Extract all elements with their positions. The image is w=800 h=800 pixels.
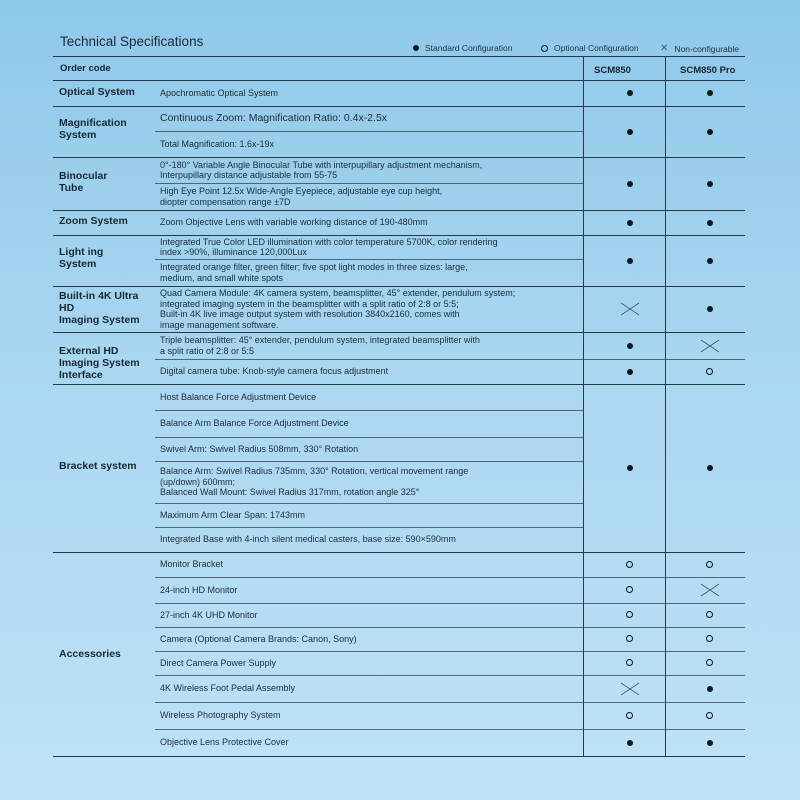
filled-dot-icon xyxy=(624,340,636,352)
section-rule xyxy=(53,384,745,385)
filled-dot-icon xyxy=(624,366,636,378)
spec-description: Direct Camera Power Supply xyxy=(160,657,277,668)
column-divider xyxy=(665,56,666,756)
filled-dot-icon xyxy=(624,87,636,99)
row-divider xyxy=(155,183,583,184)
hollow-circle-icon xyxy=(624,657,636,669)
spec-description: Balance Arm: Swivel Radius 735mm, 330° Rotation, vertical movement range (up/down) 600mm; Balanced Wall Mount: Swivel Radius 317mm, rotation angle 325° xyxy=(160,466,469,498)
spec-description: Zoom Objective Lens with variable working distance of 190-480mm xyxy=(160,217,428,228)
cross-icon xyxy=(624,683,636,695)
hollow-circle-icon xyxy=(704,657,716,669)
section-rule xyxy=(53,286,745,287)
row-divider xyxy=(583,729,745,730)
spec-description: Swivel Arm: Swivel Radius 508mm, 330° Rotation xyxy=(160,443,359,454)
spec-description: 27-inch 4K UHD Monitor xyxy=(160,609,258,620)
category-label: Binocular Tube xyxy=(59,170,108,194)
cross-icon xyxy=(704,340,716,352)
category-label: Built-in 4K Ultra HD Imaging System xyxy=(59,290,140,326)
spec-description: Digital camera tube: Knob-style camera focus adjustment xyxy=(160,366,389,377)
spec-description: Continuous Zoom: Magnification Ratio: 0.4x-2.5x xyxy=(160,111,388,124)
hollow-circle-icon xyxy=(704,559,716,571)
row-divider xyxy=(155,503,583,504)
row-divider xyxy=(155,603,583,604)
row-divider xyxy=(155,131,583,132)
row-divider xyxy=(583,359,745,360)
filled-dot-icon xyxy=(704,178,716,190)
row-divider xyxy=(583,702,745,703)
spec-description: Triple beamsplitter: 45° extender, pendulum system, integrated beamsplitter with a split ratio of 2:8 or 5:5 xyxy=(160,335,480,356)
legend-standard: Standard Configuration xyxy=(413,43,512,53)
hollow-circle-icon xyxy=(624,559,636,571)
order-code-label: Order code xyxy=(60,63,111,74)
category-label: Magnification System xyxy=(59,117,127,141)
spec-description: Balance Arm Balance Force Adjustment Device xyxy=(160,418,349,429)
category-label: Optical System xyxy=(59,86,135,98)
category-label: External HD Imaging System Interface xyxy=(59,345,140,381)
hollow-circle-icon xyxy=(704,366,716,378)
row-divider xyxy=(583,627,745,628)
spec-description: Host Balance Force Adjustment Device xyxy=(160,391,317,402)
spec-description: Integrated True Color LED illumination with color temperature 5700K, color rendering index >90%, illuminance 120,000Lux xyxy=(160,236,498,257)
top-rule xyxy=(53,56,745,57)
row-divider xyxy=(155,259,583,260)
row-divider xyxy=(155,410,583,411)
spec-description: Quad Camera Module: 4K camera system, beamsplitter, 45° extender, pendulum system; integrated imaging system in the beamsplitter with a split ratio of 2:8 or 5:5; Built-in 4K live image output system with resolution 3840x2160, comes with image management software. xyxy=(160,288,516,330)
section-rule xyxy=(53,106,745,107)
spec-description: Maximum Arm Clear Span: 1743mm xyxy=(160,509,306,520)
cross-icon: ✕ xyxy=(660,43,669,54)
spec-description: Objective Lens Protective Cover xyxy=(160,737,289,748)
category-label: Bracket system xyxy=(59,460,137,472)
hollow-circle-icon xyxy=(704,710,716,722)
hollow-circle-icon xyxy=(624,584,636,596)
section-rule xyxy=(53,756,745,757)
filled-dot-icon xyxy=(624,217,636,229)
section-rule xyxy=(53,210,745,211)
filled-dot-icon xyxy=(704,683,716,695)
cross-icon xyxy=(704,584,716,596)
spec-description: Wireless Photography System xyxy=(160,710,281,721)
row-divider xyxy=(155,359,583,360)
row-divider xyxy=(155,651,583,652)
page-title: Technical Specifications xyxy=(60,34,204,49)
filled-dot-icon xyxy=(624,737,636,749)
spec-description: Apochromatic Optical System xyxy=(160,87,279,98)
hollow-circle-icon xyxy=(704,633,716,645)
row-divider xyxy=(155,702,583,703)
spec-description: Integrated Base with 4-inch silent medical casters, base size: 590×590mm xyxy=(160,534,456,545)
row-divider xyxy=(155,675,583,676)
row-divider xyxy=(583,577,745,578)
row-divider xyxy=(155,729,583,730)
column-divider xyxy=(583,56,584,756)
filled-dot-icon xyxy=(704,217,716,229)
category-label: Zoom System xyxy=(59,215,128,227)
section-rule xyxy=(53,552,745,553)
hollow-circle-icon xyxy=(704,609,716,621)
legend-optional: Optional Configuration xyxy=(541,43,639,53)
hollow-circle-icon xyxy=(624,710,636,722)
spec-description: 24-inch HD Monitor xyxy=(160,584,238,595)
filled-dot-icon xyxy=(624,255,636,267)
spec-description: Camera (Optional Camera Brands: Canon, Sony) xyxy=(160,633,357,644)
row-divider xyxy=(155,527,583,528)
legend-nonconfig: ✕ Non-configurable xyxy=(660,43,740,54)
filled-dot-icon xyxy=(704,303,716,315)
row-divider xyxy=(583,603,745,604)
spec-description: 4K Wireless Foot Pedal Assembly xyxy=(160,683,296,694)
row-divider xyxy=(583,675,745,676)
filled-dot-icon xyxy=(704,462,716,474)
spec-description: Monitor Bracket xyxy=(160,559,224,570)
hollow-circle-icon xyxy=(624,633,636,645)
filled-dot-icon xyxy=(704,255,716,267)
category-label: Light ing System xyxy=(59,246,104,270)
hollow-circle-icon xyxy=(624,609,636,621)
spec-description: Integrated orange filter, green filter; five spot light modes in three sizes: large, medium, and small white spots xyxy=(160,262,468,283)
spec-description: 0°-180° Variable Angle Binocular Tube with interpupillary adjustment mechanism, Interpupillary distance adjustable from 55-75 xyxy=(160,159,483,180)
row-divider xyxy=(155,627,583,628)
filled-dot-icon xyxy=(704,737,716,749)
header-rule xyxy=(53,80,745,81)
row-divider xyxy=(155,437,583,438)
section-rule xyxy=(53,157,745,158)
filled-dot-icon xyxy=(704,126,716,138)
col-header-scm850-pro: SCM850 Pro xyxy=(680,65,736,76)
spec-description: High Eye Point 12.5x Wide-Angle Eyepiece, adjustable eye cup height, diopter compensation range ±7D xyxy=(160,186,443,207)
row-divider xyxy=(583,651,745,652)
section-rule xyxy=(53,332,745,333)
spec-description: Total Magnification: 1.6x-19x xyxy=(160,138,275,149)
filled-dot-icon xyxy=(624,178,636,190)
col-header-scm850: SCM850 xyxy=(594,65,631,76)
row-divider xyxy=(155,577,583,578)
cross-icon xyxy=(624,303,636,315)
row-divider xyxy=(155,461,583,462)
filled-dot-icon xyxy=(624,126,636,138)
filled-dot-icon xyxy=(704,87,716,99)
category-label: Accessories xyxy=(59,648,121,660)
filled-dot-icon xyxy=(624,462,636,474)
hollow-circle-icon xyxy=(541,45,548,52)
filled-dot-icon xyxy=(413,45,419,51)
